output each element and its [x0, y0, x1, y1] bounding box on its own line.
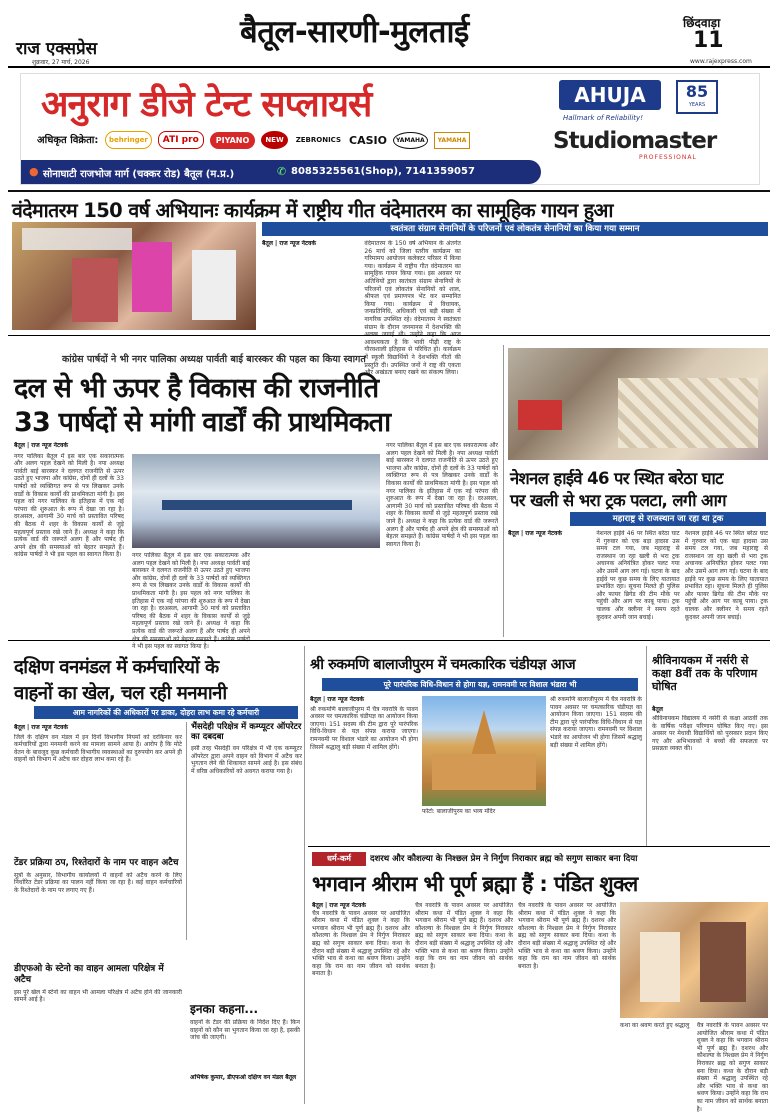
rule [308, 846, 770, 847]
body-text: श्रीविनायकम विद्यालय में नर्सरी से कक्षा आठवीं तक के वार्षिक परीक्षा परिणाम घोषित किए गए। इस अवसर पर मेधावी विद्यार्थियों को पुरस्कार प्रदान किए गए और अभिभावकों ने बच्चों की सफलता पर प्रसन्नता व्यक्त की। [652, 715, 768, 753]
subhead-tender: टेंडर प्रक्रिया ठप, रिश्तेदारों के नाम पर वाहन अटैच [14, 857, 179, 868]
col-councillors-2 [132, 552, 498, 651]
quote-box [190, 1000, 300, 1100]
strap-vandemataram: स्वतंत्रता संग्राम सेनानियों के परिजनों एवं लोकतंत्र सेनानियों का किया गया सम्मान [262, 222, 768, 236]
ad-address: सोनाघाटी राजभोज मार्ग (चक्कर रोड) बैतूल (म.प्र.) [43, 169, 235, 180]
col-chandiyagya-3 [550, 696, 642, 840]
column-divider [646, 646, 647, 846]
person-silhouette [700, 922, 746, 1002]
box-bhainsdehi [186, 722, 302, 940]
col-chandiyagya-1 [310, 696, 418, 840]
body-truck [508, 530, 768, 634]
brand-logo: CASIO [349, 133, 387, 147]
edition-title: बैतूल-सारणी-मुलताई [240, 14, 469, 50]
body-vandemataram [262, 240, 768, 377]
headline-vandemataram: वंदेमातरम 150 वर्ष अभियानः कार्यक्रम में राष्ट्रीय गीत वंदेमातरम का सामूहिक गायन हुआ [12, 199, 613, 222]
kicker-councillors: कांग्रेस पार्षदों ने भी नगर पालिका अध्यक्ष पार्वती बाई बारस्कर की पहल का किया स्वागत [62, 354, 366, 365]
body-text: नगर पालिका बैतूल में इस बार एक सकारात्मक और अलग पहल देखने को मिली है। नपा अध्यक्ष पार्वती बाई बारस्कर ने दलगत राजनीति से ऊपर उठते हुए भाजपा और कांग्रेस, दोनों ही दलों के 33 पार्षदों को व्यक्तिगत रूप से पत्र लिखकर उनके वार्डों के विकास कार्यों की प्राथमिकता मांगी है। इस पहल को नगर पालिका के इतिहास में एक नई परंपरा की शुरुआत के रूप में देखा जा रहा है। दरअसल, आगामी 30 मार्च को प्रस्तावित परिषद की बैठक में शहर के विकास कार्यों से जुड़े महत्वपूर्ण प्रस्ताव रखे जाने हैं। अध्यक्ष ने कहा कि प्रत्येक वार्ड की जरूरतें अलग हैं और पार्षद ही अपने क्षेत्र की समस्याओं को बेहतर समझते हैं। कांग्रेस पार्षदों ने भी इस पहल का स्वागत किया है। [386, 442, 498, 548]
photo-truck-accident [508, 348, 768, 460]
body-text: श्री रुकमणि बालाजीपुरम में चैत्र नवरात्रि के पावन अवसर पर चमत्कारिक चंडीयज्ञ का आयोजन किया जाएगा। 151 सदस्य की टीम द्वारा पूरे पारंपरिक विधि-विधान से यज्ञ संपन्न कराया जाएगा। रामनवमी पर विशाल भंडारे का आयोजन भी होगा जिसमें श्रद्धालु बड़ी संख्या में शामिल होंगे। [310, 705, 418, 751]
column-divider [503, 345, 504, 637]
body-text: श्री रुकमणि बालाजीपुरम में चैत्र नवरात्रि के पावन अवसर पर चमत्कारिक चंडीयज्ञ का आयोजन किया जाएगा। 151 सदस्य की टीम द्वारा पूरे पारंपरिक विधि-विधान से यज्ञ संपन्न कराया जाएगा। रामनवमी पर विशाल भंडारे का आयोजन भी होगा जिसमें श्रद्धालु बड़ी संख्या में शामिल होंगे। [550, 696, 642, 749]
page-number: 11 [693, 28, 724, 53]
brand-logo: YAMAHA [393, 132, 428, 149]
headline-truck-2: पर खली से भरा ट्रक पलटा, लगी आग [510, 491, 726, 510]
masthead-rule [8, 66, 770, 68]
dateline: बैतूल | राज न्यूज नेटवर्क [14, 724, 68, 731]
dateline: बैतूल | राज न्यूज नेटवर्क [508, 530, 562, 537]
location-pin-icon: ● [29, 165, 39, 178]
body-text: जिले के दक्षिण वन मंडल में इन दिनों विभागीय नियमों को दरकिनार कर कर्मचारियों द्वारा मनमानी करने का मामला सामने आया है। आरोप है कि मोटे वेतन के बावजूद कुछ कर्मचारी विभागीय व्यवस्थाओं का दुरुपयोग कर अपने ही वाहनों को विभाग में अटैच कर दोहरा लाभ कमा रहे हैं। [14, 733, 182, 764]
col-councillors-3 [386, 442, 498, 548]
website[interactable]: www.rajexpress.com [690, 58, 752, 65]
headline-vinayakam: श्रीविनायकम में नर्सरी से कक्षा 8वीं तक के परिणाम घोषित [652, 654, 758, 693]
box-title: भैंसदेही परिक्षेत्र में कम्प्यूटर ऑपरेटर का दबदबा [191, 722, 302, 742]
dateline: बैतूल [652, 706, 663, 713]
years-label: YEARS [688, 102, 706, 108]
photo-katha [620, 902, 768, 1018]
brand-logo: behringer [105, 131, 152, 149]
section-tag-dharm: धर्म-कर्म [312, 852, 366, 866]
temple-body [432, 754, 536, 790]
dateline: बैतूल | राज न्यूज नेटवर्क [312, 902, 366, 909]
body-text: सूत्रों के अनुसार, विभागीय कार्यालयों में वाहनों को अटैच करने के लिए निर्धारित टेंडर प्रक्रिया का पालन नहीं किया जा रहा है। कई वाहन कर्मचारियों के रिश्तेदारों के नाम पर लगाए गए हैं। [14, 871, 182, 894]
col-vinayakam [652, 696, 768, 842]
headline-councillors-1: दल से भी ऊपर है विकास की राजनीति [14, 373, 379, 404]
quote-attribution: अभिषेक कुमार, डीएफओ दक्षिण वन मंडल बैतूल [190, 1074, 297, 1081]
dateline: बैतूल | राज न्यूज नेटवर्क [14, 442, 68, 449]
col-forest-1 [14, 724, 182, 1104]
brand-logo: NEW [261, 131, 287, 149]
body-text: नगर पालिका बैतूल में इस बार एक सकारात्मक और अलग पहल देखने को मिली है। नपा अध्यक्ष पार्वती बाई बारस्कर ने दलगत राजनीति से ऊपर उठते हुए भाजपा और कांग्रेस, दोनों ही दलों के 33 पार्षदों को व्यक्तिगत रूप से पत्र लिखकर उनके वार्डों के विकास कार्यों की प्राथमिकता मांगी है। इस पहल को नगर पालिका के इतिहास में एक नई परंपरा की शुरुआत के रूप में देखा जा रहा है। दरअसल, आगामी 30 मार्च को प्रस्तावित परिषद की बैठक में शहर के विकास कार्यों से जुड़े महत्वपूर्ण प्रस्ताव रखे जाने हैं। अध्यक्ष ने कहा कि प्रत्येक वार्ड की जरूरतें अलग हैं और पार्षद ही अपने क्षेत्र की समस्याओं को बेहतर समझते हैं। कांग्रेस पार्षदों ने भी इस पहल का स्वागत किया है। [14, 452, 124, 559]
col-councillors [14, 442, 124, 636]
dateline: बैतूल | राज न्यूज नेटवर्क [310, 696, 364, 703]
body-text: नगर पालिका बैतूल में इस बार एक सकारात्मक और अलग पहल देखने को मिली है। नपा अध्यक्ष पार्वती बाई बारस्कर ने दलगत राजनीति से ऊपर उठते हुए भाजपा और कांग्रेस, दोनों ही दलों के 33 पार्षदों को व्यक्तिगत रूप से पत्र लिखकर उनके वार्डों के विकास कार्यों की प्राथमिकता मांगी है। इस पहल को नगर पालिका के इतिहास में एक नई परंपरा की शुरुआत के रूप में देखा जा रहा है। दरअसल, आगामी 30 मार्च को प्रस्तावित परिषद की बैठक में शहर के विकास कार्यों से जुड़े महत्वपूर्ण प्रस्ताव रखे जाने हैं। अध्यक्ष ने कहा कि प्रत्येक वार्ड की जरूरतें अलग हैं और पार्षद ही अपने ने भी इस पहल का स्वागत किया है। [132, 552, 250, 651]
phone-icon: ✆ [277, 165, 287, 178]
body-text: वंदेमातरम के 150 वर्ष अभियान के अंतर्गत 26 मार्च को जिला स्तरीय कार्यक्रम का गरिमामय आयोजन कलेक्टर परिसर में किया गया। कार्यक्रम में राष्ट्रीय गीत वंदेमातरम का सामूहिक गायन किया गया। इस अवसर पर अतिथियों द्वारा स्वतंत्रता संग्राम सेनानियों के परिजनों एवं लोकतंत्र सेनानियों को शाल, श्रीफल एवं प्रमाणपत्र भेंट कर सम्मानित किया गया। कार्यक्रम में विधायक, जनप्रतिनिधि, अधिकारी एवं बड़ी संख्या में नागरिक उपस्थित रहे। वंदेमातरम ने स्वतंत्रता संग्राम के दौरान जनमानस में देशभक्ति की आवश्यकता है कि भावी पीढ़ी राष्ट्र के गौरवशाली इतिहास से परिचित हो। कार्यक्रम में स्कूली विद्यार्थियों ने देशभक्ति गीतों की प्रस्तुति दी। उपस्थित जनों ने राष्ट्र की एकता और अखंडता बनाए रखने का संकल्प लिया। [364, 240, 461, 377]
rule [8, 335, 770, 336]
paper-name: राज एक्सप्रेस [16, 39, 98, 59]
rule [8, 190, 770, 192]
subhead-shriram: दशरथ और कौशल्या के निश्छल प्रेम ने निर्गुण निराकार ब्रह्म को सगुण साकार बना दिया [370, 854, 638, 864]
headline-forest-1: दक्षिण वनमंडल में कर्मचारियों के [14, 657, 219, 678]
column-divider [304, 646, 305, 1104]
person-silhouette [72, 258, 118, 322]
body-text: चैत्र नवरात्रि के पावन अवसर पर आयोजित श्रीराम कथा में पंडित शुक्ल ने कहा कि भगवान श्रीराम भी पूर्ण ब्रह्म हैं। दशरथ और कौशल्या के निश्छल प्रेम ने निर्गुण निराकार ब्रह्म को सगुण साकार बना दिया। कथा के दौरान बड़ी संख्या में श्रद्धालु उपस्थित रहे और भक्ति भाव से कथा का श्रवण किया। उन्होंने कहा कि राम का नाम जीवन को सार्थक बनाता है। [518, 902, 616, 970]
strap-chandiyagya: पूरे पारंपरिक विधि-विधान से होगा यज्ञ, रामनवमी पर विशाल भंडारा भी [322, 678, 638, 691]
studiomaster-logo: Studiomaster [553, 128, 717, 154]
studiomaster-sub: PROFESSIONAL [639, 154, 697, 161]
headline-forest-2: वाहनों का खेल, चल रही मनमानी [14, 683, 227, 704]
years-badge [676, 80, 718, 114]
headline-shriram: भगवान श्रीराम भी पूर्ण ब्रह्मा हैं : पंडित शुक्ल [312, 872, 638, 896]
person-silhouette [640, 932, 680, 1002]
city-name: छिंदवाड़ा [683, 16, 721, 30]
photo-caption: कथा का श्रवण करते हुए श्रद्धालु [620, 1022, 690, 1029]
ahuja-logo: AHUJA [559, 80, 661, 110]
spilled-cargo [618, 378, 758, 448]
person-silhouette [132, 242, 172, 312]
body-text: नेशनल हाईवे 46 पर स्थित बरेठा घाट में गुरुवार को एक बड़ा हादसा उस समय टल गया, जब महाराष्ट्र से राजस्थान जा रहा खली से भरा ट्रक अचानक अनियंत्रित होकर पलट गया और उसमें आग लग गई। घटना के बाद हाईवे पर कुछ समय के लिए यातायात प्रभावित रहा। सूचना मिलते ही पुलिस और फायर ब्रिगेड की टीम मौके पर पहुंची और आग पर काबू पाया। ट्रक चालक और क्लीनर ने समय रहते कूदकर अपनी जान बचाई। [596, 530, 680, 621]
body-text: इस पूरे खेल में स्टेनो का वाहन भी आमला परिक्षेत्र में अटैच होने की जानकारी सामने आई है। [14, 988, 182, 1004]
photo-council-meeting [132, 454, 380, 548]
body-text: नेशनल हाईवे 46 पर स्थित बरेठा घाट में गुरुवार को एक बड़ा हादसा उस समय टल गया, जब महाराष्ट्र से राजस्थान जा रहा खली से भरा ट्रक अचानक अनियंत्रित होकर पलट गया और उसमें आग लग गई। घटना के बाद हाईवे पर कुछ समय के लिए यातायात प्रभावित रहा। सूचना मिलते ही पुलिस और फायर ब्रिगेड की टीम मौके पर पहुंची और आग पर काबू पाया। ट्रक चालक और क्लीनर ने समय रहते कूदकर अपनी जान बचाई। [684, 530, 768, 621]
temple-spire [470, 710, 498, 760]
brand-logo: ZEBRONICS [295, 136, 341, 144]
dateline: बैतूल | राज न्यूज नेटवर्क [262, 240, 316, 247]
box-text: इसी तरह भैंसदेही वन परिक्षेत्र में भी एक कम्प्यूटर ऑपरेटर द्वारा अपने वाहन को विभाग में अटैच कर भुगतान लेने की शिकायत सामने आई है। इस संबंध में वरिष्ठ अधिकारियों को अवगत कराया गया है। [191, 745, 302, 775]
body-text: चैत्र नवरात्रि के पावन अवसर पर आयोजित श्रीराम कथा में पंडित शुक्ल ने कहा कि भगवान श्रीराम भी पूर्ण ब्रह्म हैं। दशरथ और कौशल्या के निश्छल प्रेम ने निर्गुण निराकार ब्रह्म को सगुण साकार बना दिया। कथा के दौरान बड़ी संख्या में श्रद्धालु उपस्थित रहे और भक्ति भाव से कथा का श्रवण किया। उन्होंने कहा कि राम का नाम जीवन को सार्थक बनाता है। [415, 902, 513, 970]
strap-truck: महाराष्ट्र से राजस्थान जा रहा था ट्रक [570, 512, 766, 526]
ahuja-tagline: Hallmark of Reliability! [563, 114, 644, 122]
ad-banner[interactable] [20, 73, 760, 185]
quote-title: इनका कहना... [190, 1002, 259, 1016]
ad-phone[interactable]: 8085325561(Shop), 7141359057 [291, 166, 475, 177]
photo-temple [422, 696, 546, 806]
person-silhouette [192, 250, 236, 320]
ad-brand-logos [105, 126, 535, 154]
issue-date: शुक्रवार, 27 मार्च, 2026 [32, 59, 90, 66]
table-in-photo [162, 500, 352, 510]
truck-in-photo [518, 400, 562, 430]
brand-logo: ATI pro [158, 131, 204, 149]
brand-logo: PIYANO [210, 132, 256, 149]
body-text: चैत्र नवरात्रि के पावन अवसर पर आयोजित श्रीराम कथा में पंडित शुक्ल ने कहा कि भगवान श्रीराम भी पूर्ण ब्रह्म हैं। दशरथ और कौशल्या के निश्छल प्रेम ने निर्गुण निराकार ब्रह्म को सगुण साकार बना दिया। कथा के दौरान बड़ी संख्या में श्रद्धालु उपस्थित रहे और भक्ति भाव से कथा का श्रवण किया। उन्होंने कहा कि राम का नाम जीवन को सार्थक बनाता है। [312, 909, 410, 978]
col-chandiyagya-2 [422, 808, 546, 840]
masthead [8, 6, 770, 66]
headline-chandiyagya: श्री रुकमणि बालाजीपुरम में चमत्कारिक चंडीयज्ञ आज [310, 657, 576, 673]
headline-truck-1: नेशनल हाईवे 46 पर स्थित बरेठा घाट [510, 469, 723, 488]
banner-in-photo [22, 228, 132, 250]
subhead-steno: डीएफओ के स्टेनो का वाहन आमला परिक्षेत्र में अटैच [14, 963, 164, 985]
headline-councillors-2: 33 पार्षदों से मांगी वार्डों की प्राथमिकता [14, 407, 391, 438]
ad-address-bar [21, 160, 541, 184]
rule [8, 640, 770, 641]
quote-text: वाहनों के टेंडर की प्रक्रिया के निर्देश दिए हैं। किन वाहनों को कौन सा भुगतान किया जा रहा है, इसकी जांच की जाएगी। [190, 1019, 300, 1042]
ad-dealer-label: अधिकृत विक्रेता: [37, 135, 99, 146]
years-number: 85 [685, 82, 709, 101]
body-text: चैत्र नवरात्रि के पावन अवसर पर आयोजित श्रीराम कथा में पंडित शुक्ल ने कहा कि भगवान श्रीराम भी पूर्ण ब्रह्म हैं। दशरथ और कौशल्या के निश्छल प्रेम ने निर्गुण निराकार ब्रह्म को सगुण साकार बना दिया। कथा के दौरान बड़ी संख्या में श्रद्धालु उपस्थित रहे और भक्ति भाव से कथा का श्रवण किया। उन्होंने कहा कि राम का नाम जीवन को सार्थक बनाता है। [696, 1022, 768, 1113]
col-shriram-caption [620, 1022, 768, 1113]
photo-vandemataram [12, 222, 256, 330]
photo-caption: फोटो: बालाजीपुरम का भव्य मंदिर [422, 808, 496, 815]
body-shriram [312, 902, 616, 1104]
strap-forest: आम नागरिकों की अधिकारों पर डाका, दोहरा लाभ कमा रहे कर्मचारी [34, 706, 298, 719]
ad-title: अनुराग डीजे टेन्ट सप्लायर्स [41, 84, 372, 125]
brand-logo: YAMAHA [434, 132, 471, 149]
